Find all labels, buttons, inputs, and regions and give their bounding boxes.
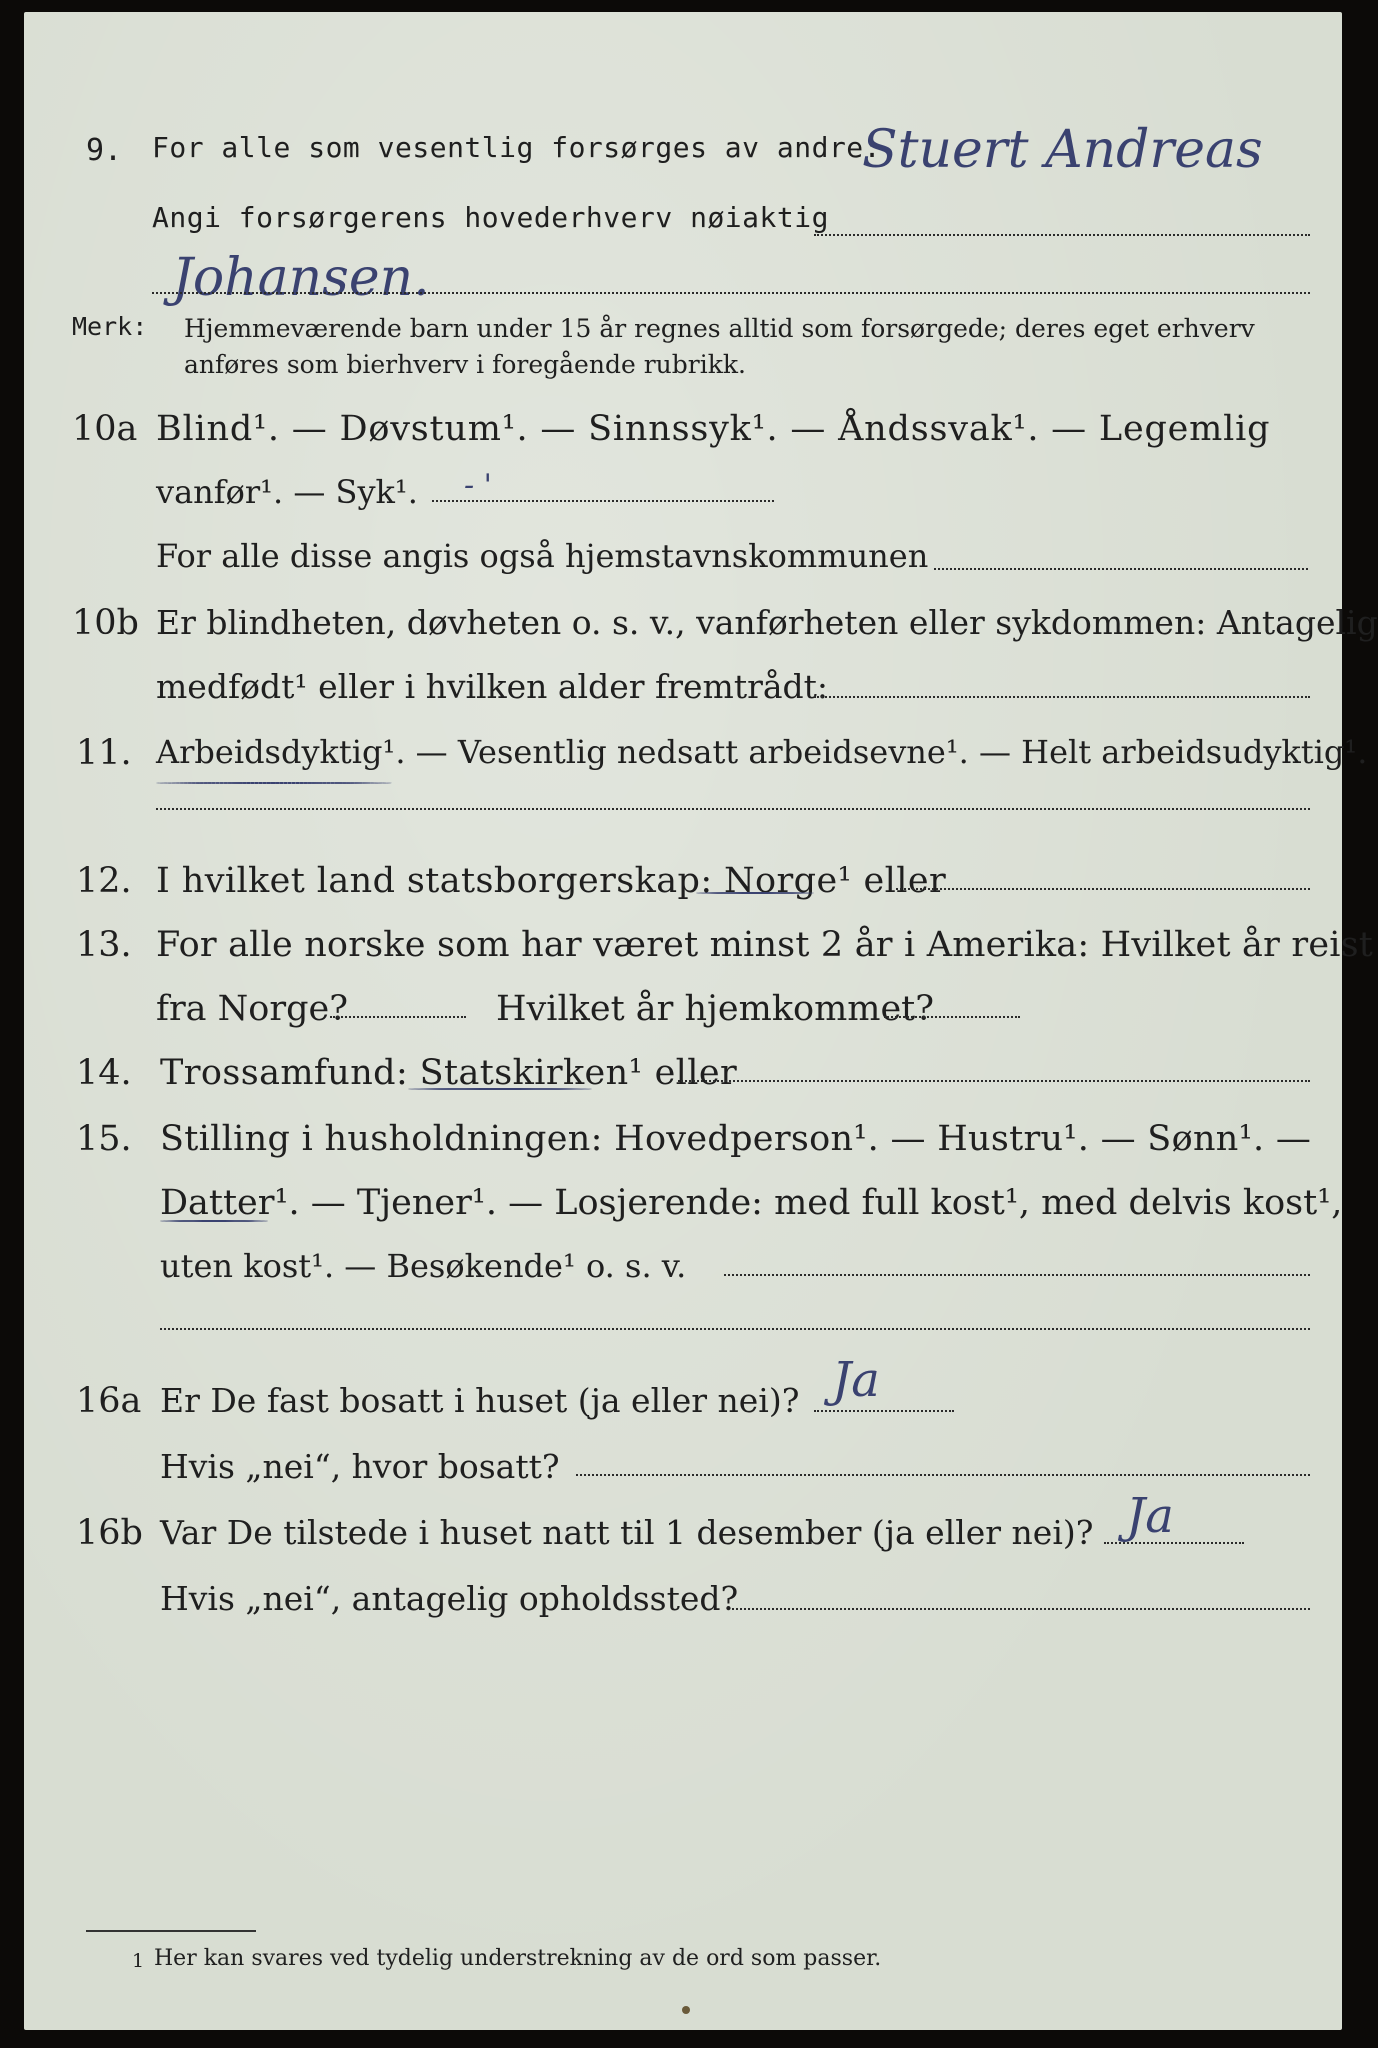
q10a-number: 10a xyxy=(72,409,138,449)
merk-line1: Hjemmeværende barn under 15 år regnes alltid som forsørgede; deres eget erhverv xyxy=(184,314,1255,343)
q10a-line1: Blind¹. — Døvstum¹. — Sinnssyk¹. — Åndssvak¹. — Legemlig xyxy=(156,409,1271,449)
q12-number: 12. xyxy=(76,861,132,901)
q10b-line2: medfødt¹ eller i hvilken alder fremtrådt: xyxy=(156,667,829,706)
footnote-mark: 1 xyxy=(132,1950,145,1972)
q10b-number: 10b xyxy=(72,603,139,643)
q14-underline-statskirken xyxy=(408,1088,592,1090)
q13-year-left-line xyxy=(330,1016,466,1018)
footnote-text: Her kan svares ved tydelig understrekning av de ord som passer. xyxy=(154,1946,882,1971)
q15-line2: Datter¹. — Tjener¹. — Losjerende: med full kost¹, med delvis kost¹, xyxy=(160,1183,1343,1223)
footnote-separator xyxy=(86,1930,256,1932)
q14-number: 14. xyxy=(76,1053,132,1093)
q15-answer-line-2 xyxy=(160,1328,1310,1330)
q16b-line1: Var De tilstede i huset natt til 1 desember (ja eller nei)? xyxy=(160,1513,1094,1552)
q9-number: 9. xyxy=(86,133,123,168)
q13-line1: For alle norske som har været minst 2 år i Amerika: Hvilket år reist xyxy=(156,925,1374,965)
q16a-answer-line xyxy=(814,1410,954,1412)
q12-underline-norge xyxy=(696,892,814,894)
census-form-page xyxy=(24,12,1378,2030)
q9-answer-line-2 xyxy=(152,292,1310,294)
q9-line1: For alle som vesentlig forsørges av andre: xyxy=(152,131,882,164)
q16a-number: 16a xyxy=(76,1381,142,1421)
q16a-line1: Er De fast bosatt i huset (ja eller nei)? xyxy=(160,1381,800,1420)
q10b-line1: Er blindheten, døvheten o. s. v., vanførheten eller sykdommen: Antagelig xyxy=(156,603,1378,642)
q15-line3: uten kost¹. — Besøkende¹ o. s. v. xyxy=(160,1247,687,1285)
q15-answer-line-1 xyxy=(724,1274,1310,1276)
q9-line2: Angi forsørgerens hovederhverv nøiaktig xyxy=(152,201,829,234)
q16b-number: 16b xyxy=(76,1513,143,1553)
q16a-residence-line xyxy=(576,1474,1310,1476)
q10a-answer-line xyxy=(432,500,774,502)
q15-number: 15. xyxy=(76,1119,132,1159)
q14-line1: Trossamfund: Statskirken¹ eller xyxy=(160,1053,738,1093)
q11-number: 11. xyxy=(76,733,132,773)
q10b-answer-line xyxy=(814,696,1310,698)
q9-handwritten-answer-b: Johansen. xyxy=(172,248,430,308)
q10a-line2: vanfør¹. — Syk¹. xyxy=(156,473,418,511)
q11-line1: Arbeidsdyktig¹. — Vesentlig nedsatt arbeidsevne¹. — Helt arbeidsudyktig¹. xyxy=(156,733,1368,771)
q16b-line2: Hvis „nei“, antagelig opholdssted? xyxy=(160,1579,739,1618)
q15-underline-datter xyxy=(160,1220,268,1222)
q11-underline-arbeidsdyktig xyxy=(156,782,392,784)
merk-label: Merk: xyxy=(72,312,148,341)
q10a-handwritten-mark: - ' xyxy=(464,468,492,503)
q16b-location-line xyxy=(732,1608,1310,1610)
paper-speck xyxy=(682,2006,690,2014)
q10a-hometown-line xyxy=(934,568,1308,570)
merk-line2: anføres som bierhverv i foregående rubrikk. xyxy=(184,350,746,379)
q9-answer-line-1 xyxy=(814,234,1310,236)
q13-year-returned-line xyxy=(884,1016,1020,1018)
q13-number: 13. xyxy=(76,925,132,965)
q16a-line2: Hvis „nei“, hvor bosatt? xyxy=(160,1447,560,1486)
q16b-answer-line xyxy=(1104,1542,1244,1544)
q12-line1: I hvilket land statsborgerskap: Norge¹ eller xyxy=(156,861,947,901)
q16a-handwritten-answer: Ja xyxy=(832,1352,880,1408)
q11-answer-line xyxy=(156,808,1310,810)
q13-line2a: fra Norge? xyxy=(156,989,348,1029)
q16b-handwritten-answer: Ja xyxy=(1126,1488,1174,1544)
q9-handwritten-answer-a: Stuert Andreas xyxy=(862,120,1263,180)
q12-answer-line xyxy=(896,888,1310,890)
q10a-line3: For alle disse angis også hjemstavnskommunen xyxy=(156,537,929,575)
q15-line1: Stilling i husholdningen: Hovedperson¹. — Hustru¹. — Sønn¹. — xyxy=(160,1119,1312,1159)
q13-line2b: Hvilket år hjemkommet? xyxy=(496,989,935,1029)
q14-answer-line xyxy=(678,1080,1310,1082)
